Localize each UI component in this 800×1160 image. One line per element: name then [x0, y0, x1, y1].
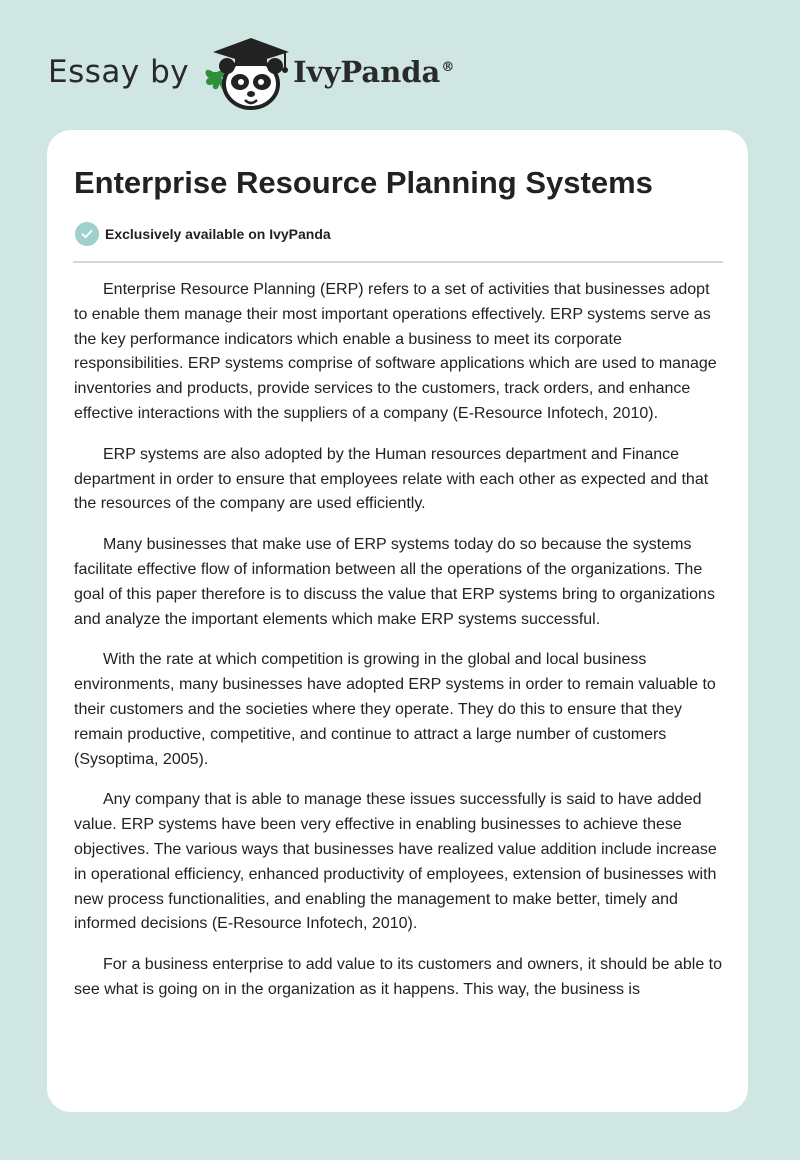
paragraph: ERP systems are also adopted by the Human resources department and Finance department in order to ensure that employees relate with each other as expected and that the resources of the company are used efficiently. — [74, 445, 709, 513]
brand-name-text: IvyPanda — [293, 55, 441, 89]
check-circle-icon — [75, 222, 99, 246]
divider — [73, 261, 723, 263]
site-header — [48, 32, 454, 112]
paragraph: Any company that is able to manage these issues successfully is said to have added value. ERP systems have been very effective in enabling businesses to achieve these objectives. The various ways that businesses have realized value addition include increase in operational efficiency, enhanced productivity of employees, extension of businesses with new process functionalities, and enabling the management to make better, timely and informed decisions (E-Resource Infotech, 2010). — [74, 791, 717, 933]
paragraph: Enterprise Resource Planning (ERP) refers to a set of activities that businesses adopt to enable them manage their most important operations effectively. ERP systems serve as the key performance indicators which enable a business to meet its corporate responsibilities. ERP systems comprise of software applications which are used to manage inventories and products, provide services to the customers, track orders, and enhance effective interactions with the suppliers of a company (E-Resource Infotech, 2010). — [74, 281, 717, 422]
brand-prefix: Essay by — [48, 54, 190, 90]
paragraph: For a business enterprise to add value to its customers and owners, it should be able to see what is going on in the organization as it happens. This way, the business is — [74, 956, 723, 998]
registered-mark: ® — [441, 60, 455, 76]
panda-graduation-cap-icon[interactable] — [199, 32, 291, 112]
page-title: Enterprise Resource Planning Systems — [74, 165, 653, 200]
exclusive-label: Exclusively available on IvyPanda — [105, 226, 331, 242]
paragraph: Many businesses that make use of ERP systems today do so because the systems facilitate effective flow of information between all the operations of the organizations. The goal of this paper therefore is to discuss the value that ERP systems bring to organizations and analyze the important elements which make ERP systems successful. — [74, 536, 715, 628]
essay-body — [74, 278, 726, 1019]
paragraph: With the rate at which competition is growing in the global and local business environments, many businesses have adopted ERP systems in order to remain valuable to their customers and the societies where they operate. They do this to ensure that they remain productive, competitive, and continue to attract a large number of customers (Sysoptima, 2005). — [74, 651, 716, 768]
exclusive-badge — [75, 222, 331, 246]
essay-card — [47, 130, 748, 1112]
brand-name[interactable] — [293, 55, 454, 89]
